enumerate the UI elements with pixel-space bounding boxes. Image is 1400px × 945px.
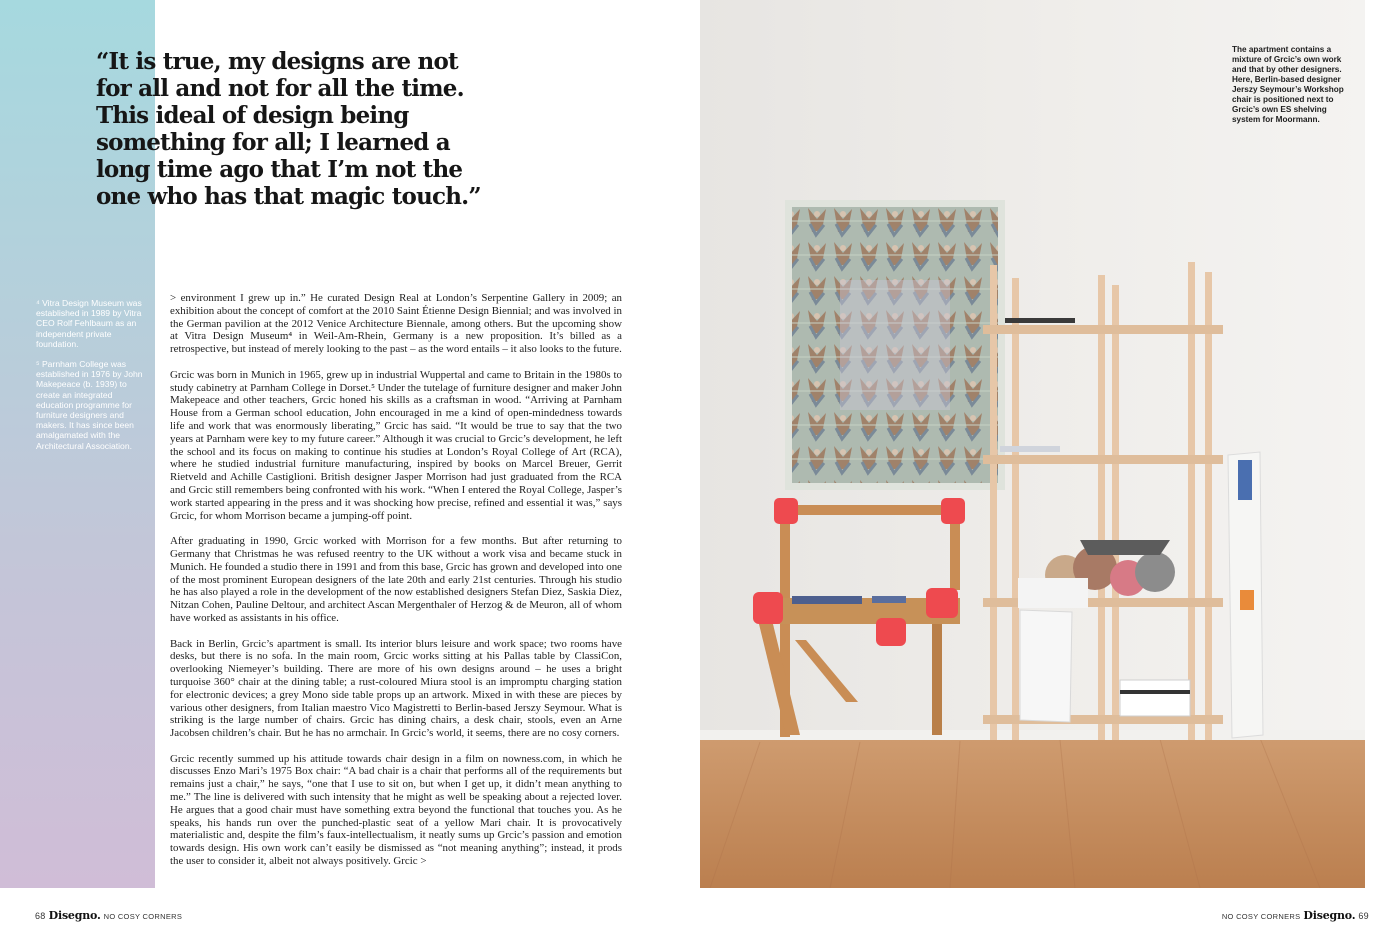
footnote-5: ⁵ Parnham College was established in 1976 by John Makepeace (b. 1939) to create an integrated education programme for furniture designers and makers. It has since been amalgamated with the Architectural Association. — [36, 359, 143, 451]
sidenotes — [36, 298, 146, 461]
section-title: NO COSY CORNERS — [1221, 912, 1301, 921]
right-page — [700, 0, 1400, 945]
body-paragraph: Grcic recently summed up his attitude towards chair design in a film on nowness.com, in which he discusses Enzo Mari’s 1975 Box chair: “A bad chair is a chair that performs all of the requirements but remains just a chair,” he says, “one that I use to sit on, but when I get up, it didn’t mean anything to me.” The line is delivered with such intensity that he might as well be speaking about a rejected lover. He argues that a good chair must have something extra beyond the functional that touches you. As he speaks, his hands run over the punched-plastic seat of a yellow Mari chair. It is provocatively materialistic and, despite the film’s faux-intellectualism, it neatly sums up Grcic’s passion and emotion towards design. His own work can’t easily be dismissed as “not meaning anything”; instead, it prods the user to consider it, albeit not always positively. Grcic > — [170, 752, 622, 868]
section-title: NO COSY CORNERS — [103, 912, 183, 921]
body-paragraph: Grcic was born in Munich in 1965, grew up in industrial Wuppertal and came to Britain in the 1980s to study cabinetry at Parnham College in Dorset.⁵ Under the tutelage of furniture designer and maker John Makepeace and other teachers, Grcic honed his skills as a craftsman in wood. “Arriving at Parnham House from a German school education, John encouraged in me a kind of open-mindedness towards life and work that was enormously liberating,” Grcic has said. “It would be true to say that the two years at Parnham were key to my future career.” Although it was crucial to Grcic’s development, he left the school and its focus on making to continue his studies at London’s Royal College of Art (RCA), where he studied industrial furniture manufacturing, inspired by books on Marcel Breuer, Gerrit Rietveld and Achille Castiglioni. British designer Jasper Morrison had just graduated from the RCA and Grcic still remembers being confronted with his work. “When I entered the Royal College, Jasper’s work started appearing in the press and it was shocking how precise, refined and essential it was,” says Grcic, for whom Morrison became a jumping-off point. — [170, 368, 622, 522]
article-body — [170, 292, 622, 881]
page-number: 69 — [1358, 911, 1369, 921]
interior-photo — [700, 0, 1365, 888]
photograph-workshop-chair-es-shelf-icon — [700, 0, 1365, 888]
footer-left — [35, 909, 182, 922]
footnote-4: ⁴ Vitra Design Museum was established in 1989 by Vitra CEO Rolf Fehlbaum as an independent private foundation. — [36, 298, 142, 349]
page-number: 68 — [35, 911, 46, 921]
body-paragraph: Back in Berlin, Grcic’s apartment is small. Its interior blurs leisure and work space; two rooms have desks, but there is no sofa. In the main room, Grcic works sitting at his Pallas table by ClassiCon, overlooking Niemeyer’s building. There are more of his own designs around – he uses a bright turquoise 360° chair at the dining table; a rust-coloured Miura stool is an impromptu charging station for electronic devices; a grey Mono side table props up an artwork. Mixed in with these are pieces by various other designers, from Italian maestro Vico Magistretti to Berlin-based Jerszy Seymour. What is striking is the large number of chairs. Grcic has dining chairs, a desk chair, stools, even an Arne Jacobsen children’s chair. But he has no armchair. In Grcic’s world, it seems, there are no cosy corners. — [170, 637, 622, 740]
footer-right — [1222, 909, 1369, 922]
body-paragraph: > environment I grew up in.” He curated Design Real at London’s Serpentine Gallery in 2009; an exhibition about the concept of comfort at the 2010 Saint Étienne Design Biennial; and was involved in the German pavilion at the 2012 Venice Architecture Biennale, among others. But the upcoming show at Vitra Design Museum⁴ in Weil-Am-Rhein, Germany is a new proposition. It’s billed as a retrospective, but instead of merely looking to the past – as the word entails – it also looks to the future. — [170, 292, 622, 356]
magazine-logo: Disegno. — [48, 909, 101, 922]
photo-caption: The apartment contains a mixture of Grcic’s own work and that by other designers. Here, Berlin-based designer Jerszy Seymour’s Workshop chair is positioned next to Grcic’s own ES shelving system for Moormann. — [1232, 45, 1344, 124]
pull-quote: “It is true, my designs are not for all and not for all the time. This ideal of design being something for all; I learned a long time ago that I’m not the one who has that magic touch.” — [96, 48, 481, 210]
body-paragraph: After graduating in 1990, Grcic worked with Morrison for a few months. But after returning to Germany that Christmas he was refused reentry to the UK without a work visa and became stuck in Munich. He founded a studio there in 1991 and from this base, Grcic has grown and developed into one of the most prominent European designers of the late 20th and early 21st centuries. Through his studio he has also played a role in the development of the now established designers Stefan Diez, Saskia Diez, Nitzan Cohen, Pauline Deltour, and architect Ascan Mergenthaler of Herzog & de Meuron, all of whom have worked as assistants in his office. — [170, 535, 622, 624]
magazine-logo: Disegno. — [1303, 909, 1356, 922]
